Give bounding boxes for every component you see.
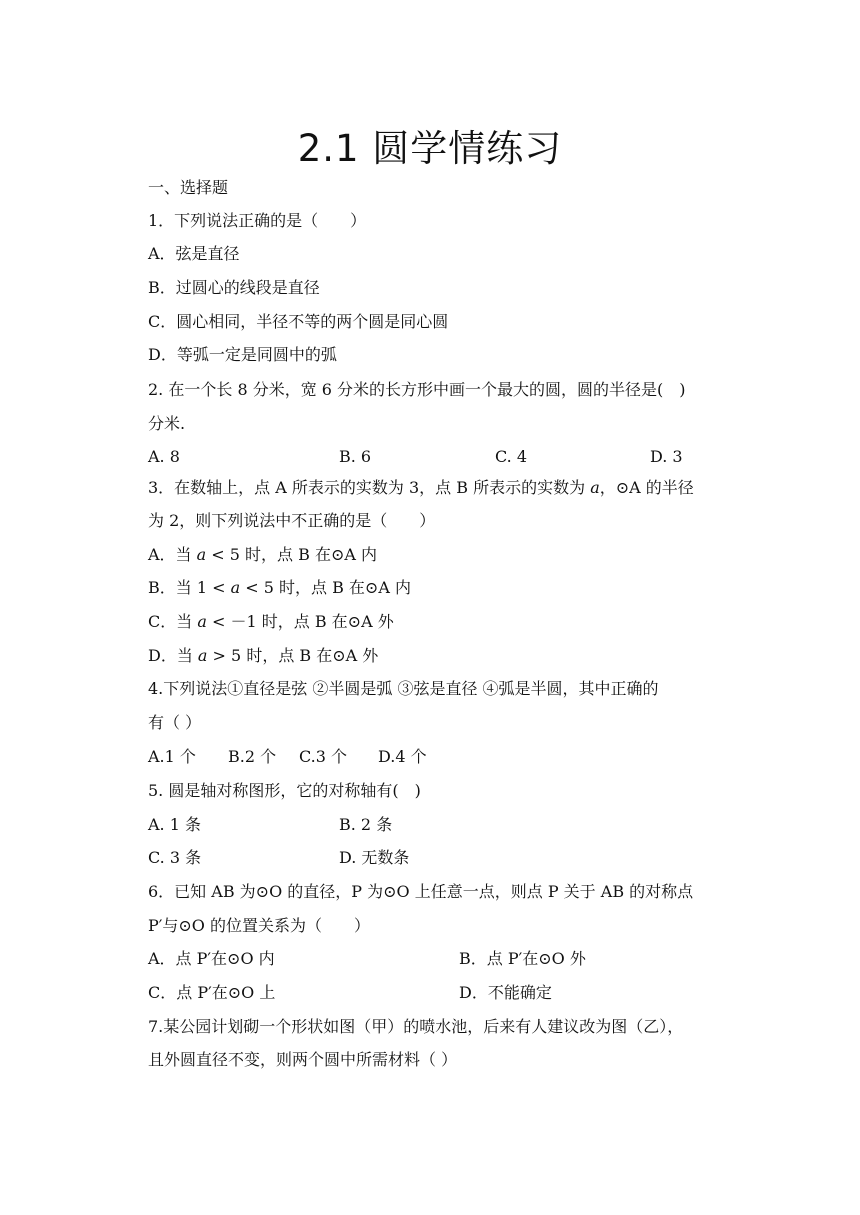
q3-a-text-1: A．当 [148, 545, 197, 564]
variable-a: a [230, 578, 241, 597]
q3-option-c [148, 612, 394, 632]
q5-stem: 5. 圆是轴对称图形，它的对称轴有( ) [148, 781, 421, 800]
q1-option-a: A．弦是直径 [148, 244, 240, 263]
q1-option-d: D．等弧一定是同圆中的弧 [148, 345, 337, 364]
q4-stem-line2: 有（ ） [148, 713, 202, 732]
variable-a: a [590, 478, 600, 497]
q6-option-c: C．点 P′在⊙O 上 [148, 983, 276, 1002]
q4-stem-line1: 4.下列说法①直径是弦 ②半圆是弧 ③弦是直径 ④弧是半圆，其中正确的 [148, 679, 659, 698]
variable-a: a [196, 545, 207, 564]
q3-a-text-2: < 5 时，点 B 在⊙A 内 [206, 545, 378, 564]
q7-stem-line1: 7.某公园计划砌一个形状如图（甲）的喷水池，后来有人建议改为图（乙）， [148, 1017, 684, 1036]
q6-option-b: B．点 P′在⊙O 外 [459, 949, 586, 968]
q3-c-text-1: C．当 [148, 612, 198, 631]
variable-a: a [197, 646, 208, 665]
q2-stem-line2: 分米. [148, 414, 186, 433]
q2-option-b: B. 6 [339, 447, 372, 466]
q4-option-d: D.4 个 [378, 747, 427, 766]
q6-option-a: A．点 P′在⊙O 内 [148, 949, 275, 968]
q2-option-d: D. 3 [650, 447, 683, 466]
q3-d-text-1: D．当 [148, 646, 198, 665]
section-heading: 一、选择题 [148, 178, 229, 197]
q5-option-b: B. 2 条 [339, 815, 393, 834]
q7-stem-line2: 且外圆直径不变，则两个圆中所需材料（ ） [148, 1050, 458, 1069]
q2-option-a: A. 8 [148, 447, 180, 466]
q3-stem-text-1: 3．在数轴上，点 A 所表示的实数为 3，点 B 所表示的实数为 [148, 478, 591, 497]
q6-stem-line1: 6．已知 AB 为⊙O 的直径，P 为⊙O 上任意一点，则点 P 关于 AB 的对称点 [148, 882, 694, 901]
q3-stem-text-2: ，⊙A 的半径 [599, 478, 694, 497]
q4-option-b: B.2 个 [228, 747, 277, 766]
q4-option-a: A.1 个 [148, 747, 196, 766]
q6-option-d: D．不能确定 [459, 983, 552, 1002]
q1-stem: 1．下列说法正确的是（ ） [148, 211, 367, 230]
q3-stem-line2: 为 2，则下列说法中不正确的是（ ） [148, 511, 436, 530]
q3-c-text-2: < －1 时，点 B 在⊙A 外 [206, 612, 394, 631]
q5-option-a: A. 1 条 [148, 815, 201, 834]
q5-option-d: D. 无数条 [339, 848, 410, 867]
q1-option-c: C．圆心相同，半径不等的两个圆是同心圆 [148, 312, 449, 331]
q3-stem-line1 [148, 478, 694, 498]
q3-b-text-1: B．当 1 < [148, 578, 231, 597]
page-title: 2.1 圆学情练习 [297, 127, 563, 170]
q4-option-c: C.3 个 [299, 747, 348, 766]
variable-a: a [197, 612, 207, 631]
q3-option-b [148, 578, 411, 598]
q3-option-d [148, 646, 378, 666]
q5-option-c: C. 3 条 [148, 848, 202, 867]
q2-stem-line1: 2. 在一个长 8 分米，宽 6 分米的长方形中画一个最大的圆，圆的半径是( ) [148, 380, 686, 399]
q3-d-text-2: > 5 时，点 B 在⊙A 外 [207, 646, 379, 665]
q1-option-b: B．过圆心的线段是直径 [148, 278, 320, 297]
q2-option-c: C. 4 [495, 447, 528, 466]
q3-option-a [148, 545, 377, 565]
q6-stem-line2: P′与⊙O 的位置关系为（ ） [148, 916, 371, 935]
q3-b-text-2: < 5 时，点 B 在⊙A 内 [240, 578, 411, 597]
